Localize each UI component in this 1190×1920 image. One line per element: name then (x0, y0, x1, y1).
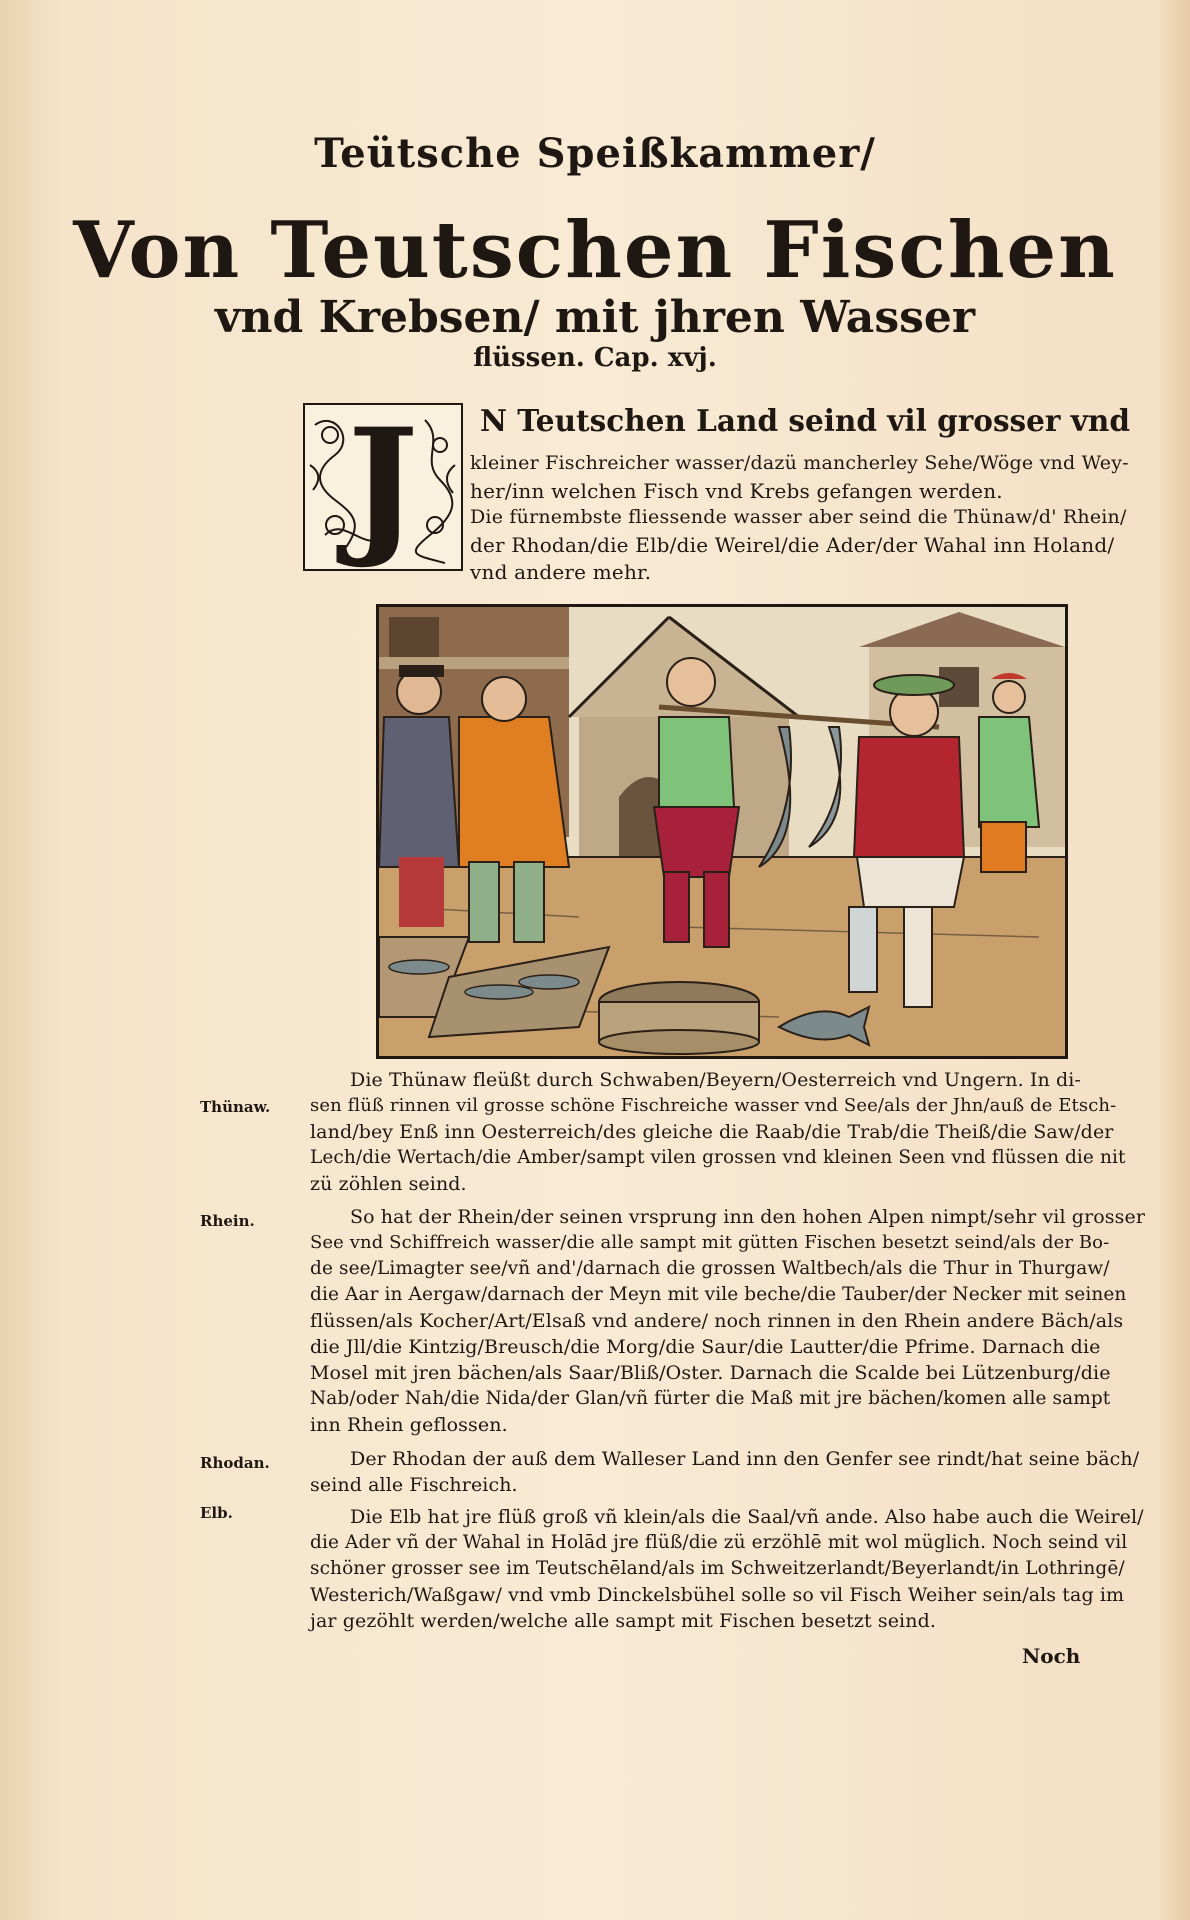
body-line: Nab/oder Nah/die Nida/der Glan/vñ fürter die Maß mit jre bächen/komen alle sampt (310, 1388, 1111, 1409)
intro-line: kleiner Fischreicher wasser/dazü mancherley Sehe/Wöge vnd Wey- (470, 452, 1129, 474)
body-line: land/bey Enß inn Oesterreich/des gleiche die Raab/die Trab/die Theiß/die Saw/der (310, 1121, 1114, 1143)
body-line: Der Rhodan der auß dem Walleser Land inn den Genfer see rindt/hat seine bäch/ (350, 1448, 1140, 1470)
body-line: jar gezöhlt werden/welche alle sampt mit Fischen besetzt seind. (310, 1610, 936, 1632)
body-line: So hat der Rhein/der seinen vrsprung inn den hohen Alpen nimpt/sehr vil grosser (350, 1206, 1146, 1228)
woodcut-illustration (379, 607, 1065, 1056)
intro-line: vnd andere mehr. (470, 560, 652, 584)
body-line: Die Elb hat jre flüß groß vñ klein/als die Saal/vñ ande. Also habe auch die Weirel/ (350, 1506, 1144, 1528)
catchword: Noch (1022, 1644, 1081, 1668)
margin-note-thunaw: Thünaw. (200, 1098, 271, 1116)
running-head: Teütsche Speißkammer/ (314, 130, 876, 177)
margin-note-rhodan: Rhodan. (200, 1454, 270, 1472)
body-line: See vnd Schiffreich wasser/die alle sampt mit gütten Fischen besetzt seind/als der Bo- (310, 1232, 1110, 1253)
body-line: die Ader vñ der Wahal in Holād jre flüß/die zü erzöhlē mit wol müglich. Noch seind vil (310, 1532, 1128, 1553)
decorated-initial (303, 403, 463, 571)
margin-note-elb: Elb. (200, 1504, 233, 1522)
body-line: schöner grosser see im Teutschēland/als im Schweitzerlandt/Beyerlandt/in Lothringē/ (310, 1558, 1125, 1579)
chapter-title: Von Teutschen Fischen (73, 205, 1117, 296)
body-line: Lech/die Wertach/die Amber/sampt vilen grossen vnd kleinen Seen vnd flüssen die nit (310, 1147, 1126, 1168)
body-line: flüssen/als Kocher/Art/Elsaß vnd andere/ noch rinnen in den Rhein andere Bäch/als (310, 1310, 1124, 1332)
intro-line: Die fürnembste fliessende wasser aber seind die Thünaw/d' Rhein/ (470, 506, 1127, 528)
body-line: inn Rhein geflossen. (310, 1414, 508, 1436)
initial-letter: J (347, 403, 419, 571)
body-line: Westerich/Waßgaw/ vnd vmb Dinckelsbühel solle so vil Fisch Weiher sein/als tag im (310, 1584, 1125, 1606)
intro-line: der Rhodan/die Elb/die Weirel/die Ader/der Wahal inn Holand/ (470, 533, 1115, 557)
body-line: die Jll/die Kintzig/Breusch/die Morg/die Saur/die Lautter/die Pfrime. Darnach die (310, 1336, 1101, 1358)
chapter-number: flüssen. Cap. xvj. (473, 343, 717, 373)
body-line: Mosel mit jren bächen/als Saar/Bliß/Oster. Darnach die Scalde bei Lützenburg/die (310, 1362, 1111, 1384)
intro-line: her/inn welchen Fisch vnd Krebs gefangen werden. (470, 479, 1003, 503)
body-line: zü zöhlen seind. (310, 1173, 467, 1195)
body-line: de see/Limagter see/vñ and'/darnach die grossen Waltbech/als die Thur in Thurgaw/ (310, 1258, 1110, 1279)
chapter-subtitle: vnd Krebsen/ mit jhren Wasser (214, 292, 976, 343)
margin-note-rhein: Rhein. (200, 1212, 255, 1230)
body-line: sen flüß rinnen vil grosse schöne Fischreiche wasser vnd See/als der Jhn/auß de Etsch- (310, 1095, 1117, 1116)
body-line: die Aar in Aergaw/darnach der Meyn mit vile beche/die Tauber/der Necker mit seinen (310, 1284, 1127, 1305)
body-line: seind alle Fischreich. (310, 1474, 518, 1496)
fish-market-woodcut (376, 604, 1068, 1059)
body-line: Die Thünaw fleüßt durch Schwaben/Beyern/Oesterreich vnd Ungern. In di- (350, 1069, 1081, 1091)
intro-first-line: N Teutschen Land seind vil grosser vnd (480, 403, 1130, 438)
